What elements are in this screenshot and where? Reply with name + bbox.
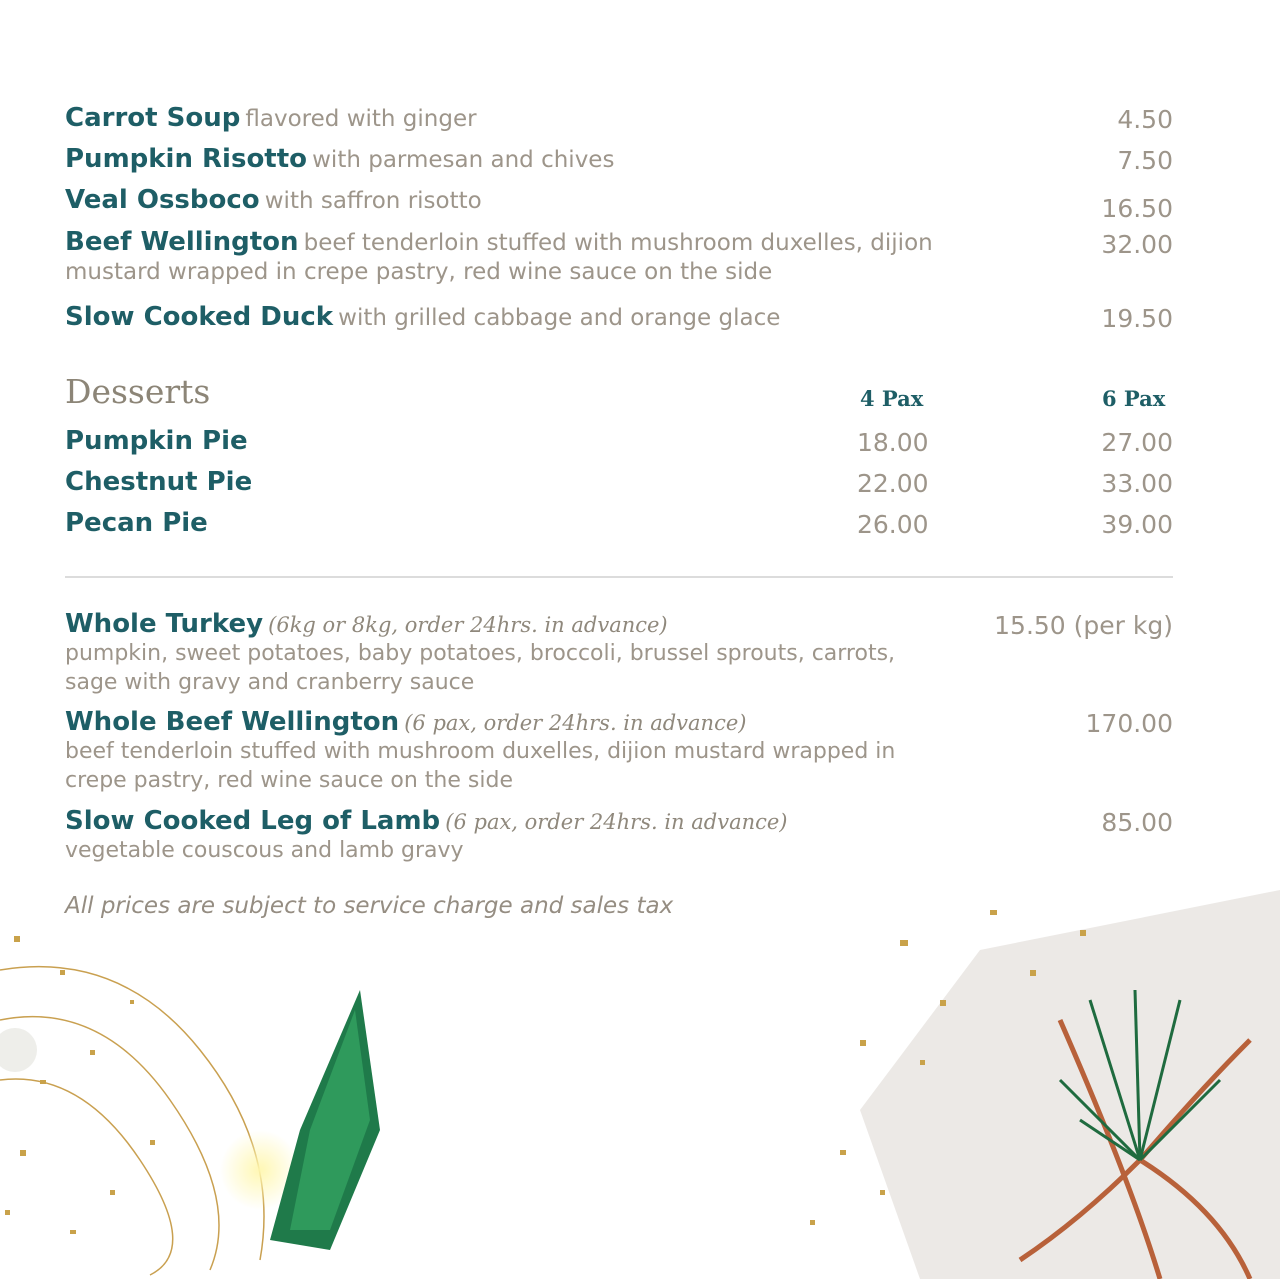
dessert-row	[65, 426, 1173, 466]
menu-item	[65, 103, 1173, 133]
whole-item	[65, 707, 1173, 795]
item-name: Whole Turkey	[65, 609, 264, 639]
item-sub: crepe pastry, red wine sauce on the side	[65, 768, 513, 793]
item-sub: vegetable couscous and lamb gravy	[65, 838, 464, 863]
col-4pax-heading: 4 Pax	[860, 386, 924, 411]
menu-item	[65, 227, 1173, 285]
item-sub: beef tenderloin stuffed with mushroom duxelles, dijion mustard wrapped in	[65, 739, 896, 764]
menu-item	[65, 302, 1173, 332]
item-price: 7.50	[1117, 146, 1173, 175]
menu-item	[65, 144, 1173, 174]
item-desc: beef tenderloin stuffed with mushroom duxelles, dijion	[303, 230, 933, 256]
item-price: 32.00	[1101, 230, 1173, 259]
item-note: (6kg or 8kg, order 24hrs. in advance)	[268, 613, 668, 637]
price-4pax: 22.00	[857, 469, 929, 498]
item-price: 4.50	[1117, 105, 1173, 134]
price-6pax: 27.00	[1101, 428, 1173, 457]
string-light-wire	[0, 967, 264, 1260]
item-note: (6 pax, order 24hrs. in advance)	[404, 711, 747, 735]
item-price: 16.50	[1101, 194, 1173, 223]
item-price: 170.00	[1085, 709, 1173, 738]
item-desc: with parmesan and chives	[312, 147, 615, 173]
confetti	[5, 936, 155, 1234]
dessert-row	[65, 467, 1173, 507]
item-price: 15.50 (per kg)	[994, 611, 1173, 640]
item-desc: flavored with ginger	[245, 106, 477, 132]
price-6pax: 33.00	[1101, 469, 1173, 498]
item-name: Pumpkin Risotto	[65, 144, 308, 174]
col-6pax-heading: 6 Pax	[1102, 386, 1166, 411]
item-name: Veal Ossboco	[65, 185, 260, 215]
footer-note: All prices are subject to service charge and sales tax	[65, 893, 674, 919]
item-name: Slow Cooked Leg of Lamb	[65, 806, 441, 836]
christmas-tree-lights-decoration	[0, 930, 400, 1279]
item-price: 85.00	[1101, 808, 1173, 837]
item-desc-cont: mustard wrapped in crepe pastry, red wine sauce on the side	[65, 259, 773, 285]
item-note: (6 pax, order 24hrs. in advance)	[445, 810, 788, 834]
whole-item	[65, 806, 1173, 865]
item-desc: with saffron risotto	[264, 188, 482, 214]
tree-branch	[290, 1010, 370, 1230]
price-4pax: 18.00	[857, 428, 929, 457]
item-name: Beef Wellington	[65, 227, 299, 257]
price-4pax: 26.00	[857, 510, 929, 539]
dessert-name: Chestnut Pie	[65, 467, 253, 497]
item-sub: sage with gravy and cranberry sauce	[65, 670, 475, 695]
item-sub: pumpkin, sweet potatoes, baby potatoes, broccoli, brussel sprouts, carrots,	[65, 641, 896, 666]
dessert-name: Pecan Pie	[65, 508, 208, 538]
item-name: Whole Beef Wellington	[65, 707, 400, 737]
section-divider	[65, 576, 1173, 578]
item-name: Slow Cooked Duck	[65, 302, 334, 332]
ornament-ball	[0, 1028, 37, 1072]
item-desc: with grilled cabbage and orange glace	[338, 305, 781, 331]
desserts-heading: Desserts	[65, 372, 211, 411]
gift-box-decoration	[780, 890, 1280, 1279]
menu-item	[65, 185, 1173, 223]
dessert-name: Pumpkin Pie	[65, 426, 248, 456]
string-light-wire	[0, 1079, 173, 1275]
item-name: Carrot Soup	[65, 103, 241, 133]
price-6pax: 39.00	[1101, 510, 1173, 539]
dessert-row	[65, 508, 1173, 548]
whole-item	[65, 609, 1173, 697]
item-price: 19.50	[1101, 304, 1173, 333]
